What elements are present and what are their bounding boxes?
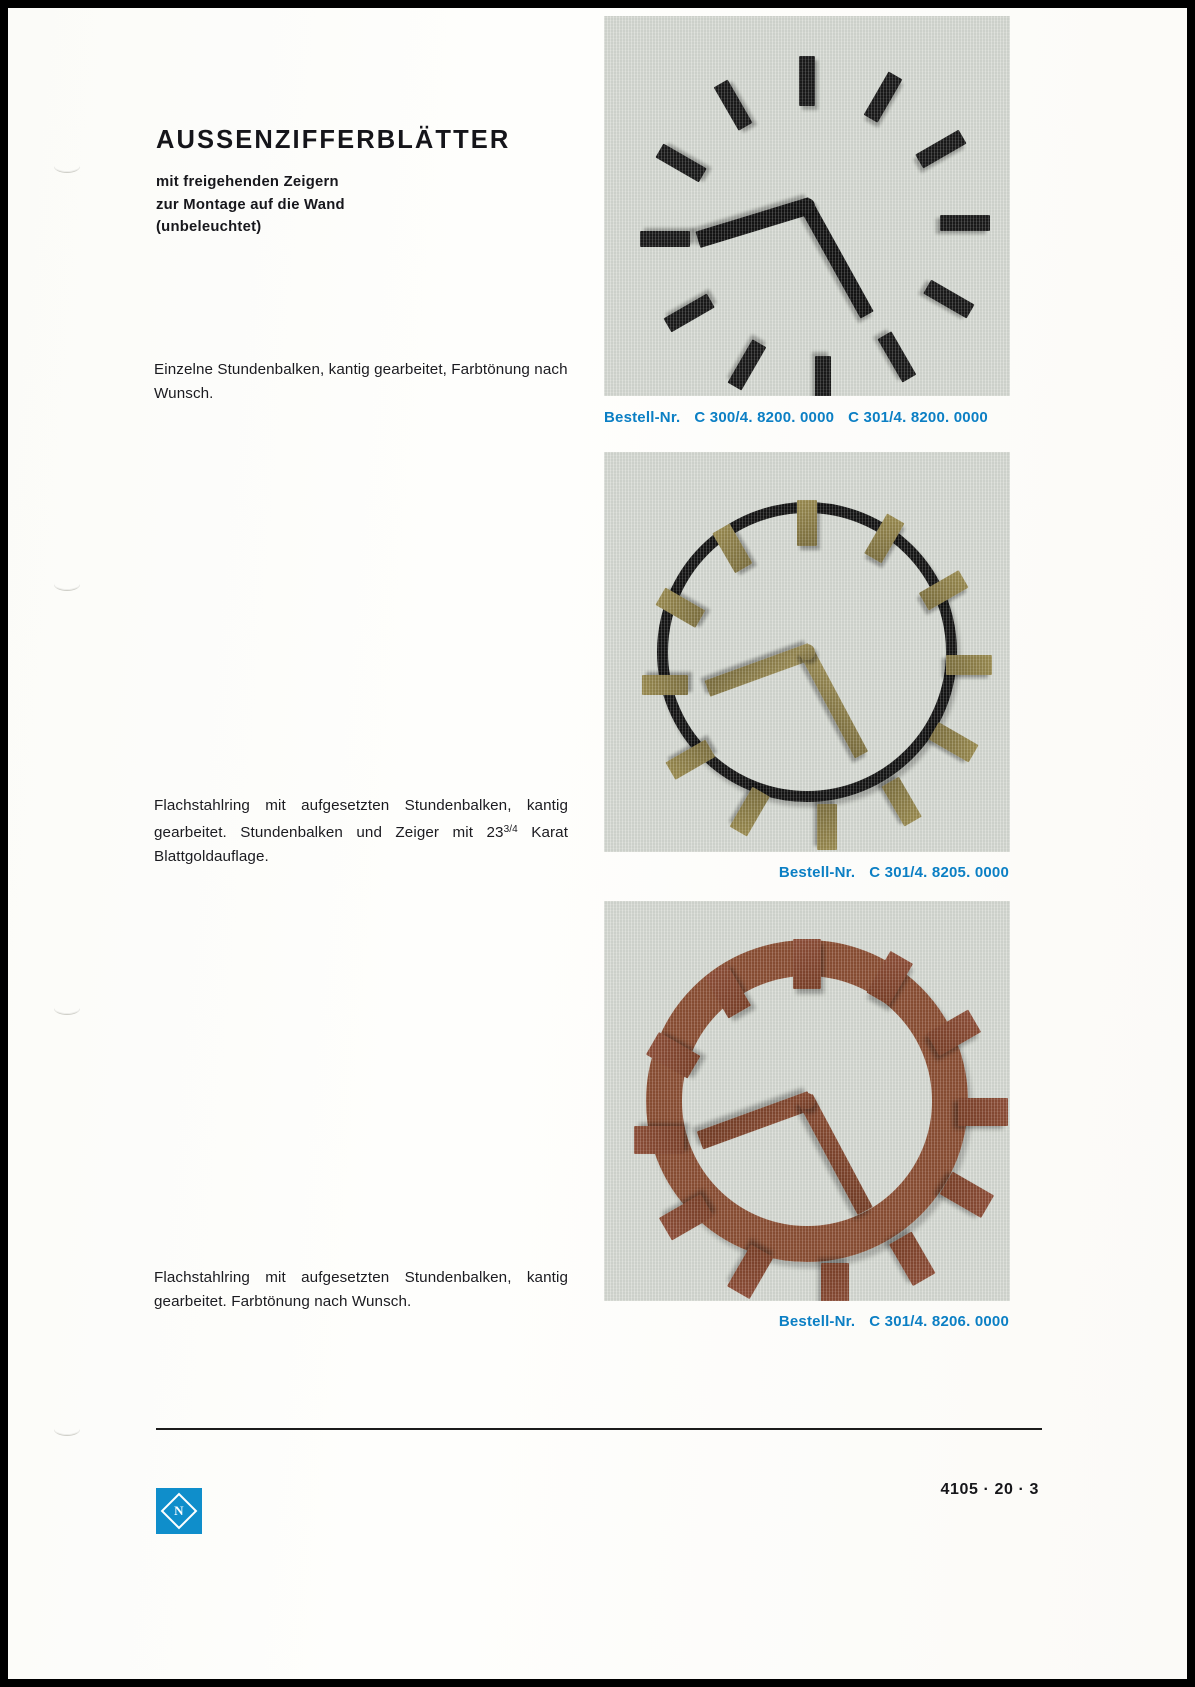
catalog-page [8,8,1187,1679]
item-2-order-number-1: C 301/4. 8205. 0000 [869,864,1009,881]
clock-face-black-bars-photo [604,16,1010,396]
dial-1 [637,36,977,376]
item-3-description: Flachstahlring mit aufgesetzten Stundenbalken, kantig gearbeitet. Farbtönung nach Wunsch. [154,1269,568,1310]
page-title: AUSSENZIFFERBLÄTTER [156,126,511,154]
punch-hole-mark-1 [54,160,80,173]
item-3-order [779,1313,1009,1330]
punch-hole-mark-4 [54,1423,80,1436]
item-2-description-part2: Karat Blattgoldauflage. [154,824,569,865]
brand-logo [156,1488,202,1534]
item-2-description-fraction: 3/4 [503,824,518,835]
item-2-description-part1: Flachstahlring mit aufgesetzten Stundenbalken, kantig gearbeitet. Stundenbalken und Zeiger mit 23 [154,797,568,841]
hand-cap-2 [799,644,815,660]
item-2-order-label: Bestell-Nr. [778,864,856,881]
item-1-description: Einzelne Stundenbalken, kantig gearbeitet, Farbtönung nach Wunsch. [154,361,568,402]
footer-divider [156,1428,1042,1430]
hand-cap-1 [799,198,815,214]
item-2-order [779,864,1009,881]
punch-hole-mark-2 [54,578,80,591]
diamond-icon [161,1493,198,1530]
dial-2 [647,492,967,812]
item-1-order-number-1: C 300/4. 8200. 0000 [694,409,835,426]
item-3-order-number-1: C 301/4. 8206. 0000 [869,1313,1009,1330]
page-subtitle [156,171,345,239]
hour-hand-1 [695,197,813,248]
clock-face-brown-bars-wide-ring-photo [604,901,1010,1301]
subtitle-line-1: mit freigehenden Zeigern [156,174,339,190]
logo-letter: N [174,1502,184,1518]
subtitle-line-3: (unbeleuchtet) [156,219,262,235]
page-code: 4105 · 20 · 3 [940,1481,1039,1498]
minute-hand-1 [799,199,874,318]
item-1-order [604,409,988,426]
page-surface [8,8,1187,1679]
item-3-order-label: Bestell-Nr. [778,1313,856,1330]
item-2-description [154,794,568,869]
dial-3 [637,931,977,1271]
item-1-order-label: Bestell-Nr. [604,409,681,426]
item-1-order-number-2: C 301/4. 8200. 0000 [848,409,988,426]
clock-face-gold-bars-steel-ring-photo [604,452,1010,852]
hand-cap-3 [799,1093,815,1109]
subtitle-line-2: zur Montage auf die Wand [156,196,345,213]
punch-hole-mark-3 [54,1002,80,1015]
